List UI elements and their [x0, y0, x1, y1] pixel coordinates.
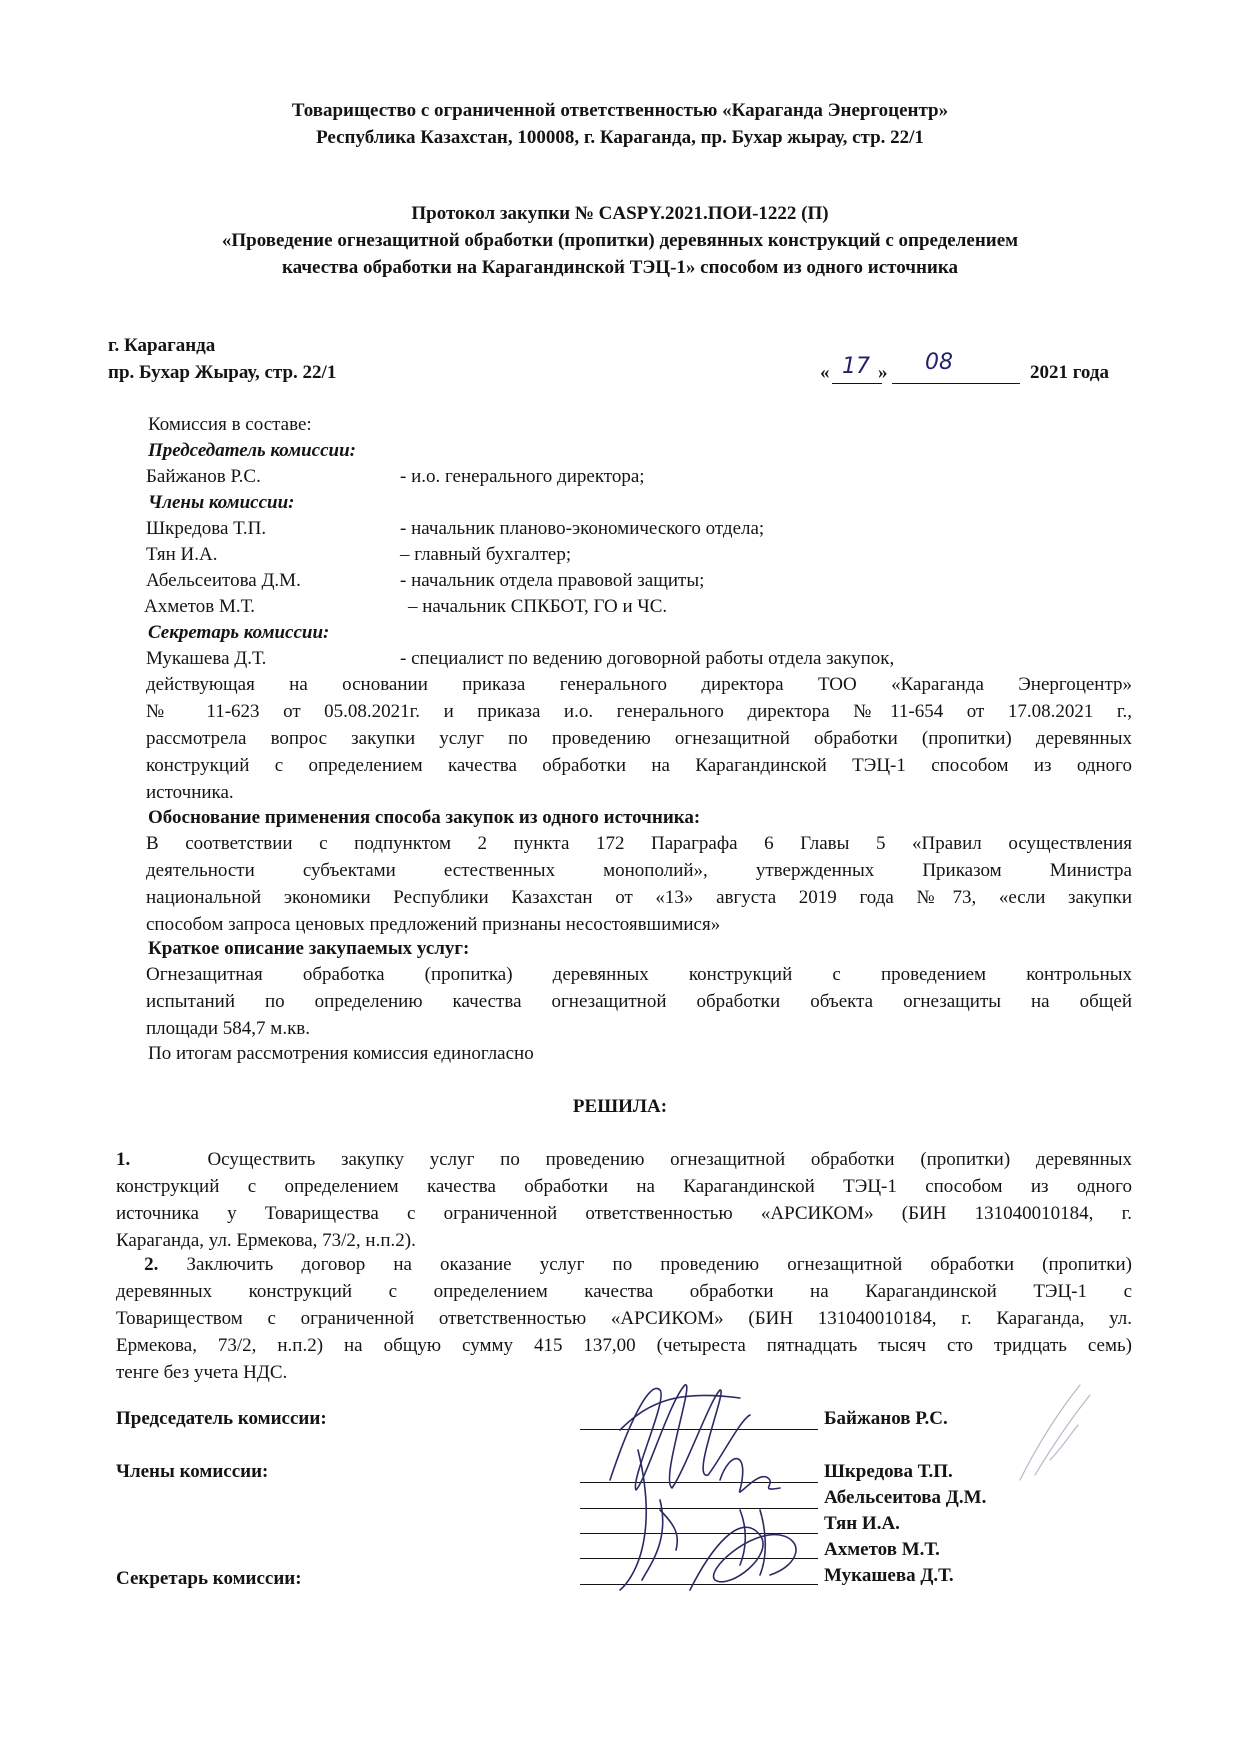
signatory-name: Мукашева Д.Т.: [824, 1565, 954, 1586]
title-line-3: качества обработки на Карагандинской ТЭЦ-1» способом из одного источника: [281, 257, 959, 278]
paragraph-line: действующая на основании приказа генерального директора ТОО «Караганда Энергоцентр»: [146, 674, 1132, 695]
paragraph-line: площади 584,7 м.кв.: [146, 1018, 311, 1039]
member-role: – главный бухгалтер;: [400, 544, 572, 565]
place-block: [108, 332, 336, 386]
paragraph-line: деятельности субъектами естественных монополий», утвержденных Приказом Министра: [146, 860, 1132, 881]
org-name-line: Товарищество с ограниченной ответственностью «Караганда Энергоцентр»: [291, 100, 949, 121]
date-year: 2021 года: [1030, 362, 1109, 383]
paragraph-line: Огнезащитная обработка (пропитка) деревянных конструкций с проведением контрольных: [146, 964, 1132, 985]
member-name: Шкредова Т.П.: [146, 518, 267, 539]
chair-name: Байжанов Р.С.: [146, 466, 261, 487]
chair-heading: Председатель комиссии:: [148, 440, 356, 461]
secretary-heading: Секретарь комиссии:: [148, 622, 330, 643]
paragraph-line: деревянных конструкций с определением качества обработки на Карагандинской ТЭЦ-1 с: [116, 1281, 1132, 1302]
member-role: - начальник планово-экономического отдела;: [400, 518, 765, 539]
paragraph-line: рассмотрела вопрос закупки услуг по проведению огнезащитной обработки (пропитки) деревянных: [146, 728, 1132, 749]
chair-signature-label: Председатель комиссии:: [116, 1408, 327, 1429]
org-address-line: Республика Казахстан, 100008, г. Караганда, пр. Бухар жырау, стр. 22/1: [316, 127, 924, 148]
signatory-name: Шкредова Т.П.: [824, 1461, 953, 1482]
signature-line: [580, 1584, 818, 1585]
paragraph-line: Товариществом с ограниченной ответственностью «АРСИКОМ» (БИН 131040010184, г. Караганда, ул.: [116, 1308, 1132, 1329]
paragraph-line: источника.: [146, 782, 234, 803]
basis-paragraph: [146, 671, 1132, 806]
paragraph-line: конструкций с определением качества обработки на Карагандинской ТЭЦ-1 способом из одного: [116, 1176, 1132, 1197]
paragraph-line: конструкций с определением качества обработки на Карагандинской ТЭЦ-1 способом из одного: [146, 755, 1132, 776]
secretary-role: - специалист по ведению договорной работы отдела закупок,: [400, 648, 895, 669]
place-street: пр. Бухар Жырау, стр. 22/1: [108, 362, 337, 383]
paragraph-line: тенге без учета НДС.: [116, 1362, 288, 1383]
date-open-quote: «: [820, 362, 830, 383]
date-close-quote: »: [878, 362, 888, 383]
paragraph-line: Ермекова, 73/2, н.п.2) на общую сумму 415 137,00 (четыреста пятнадцать тысяч сто тридцать семь): [116, 1335, 1132, 1356]
decision-item-1: [116, 1146, 1132, 1254]
member-role: – начальник СПКБОТ, ГО и ЧС.: [408, 596, 668, 617]
signature-line: [580, 1482, 818, 1483]
paragraph-line: № 11-623 от 05.08.2021г. и приказа и.о. генерального директора №11-654 от 17.08.2021 г.,: [146, 701, 1132, 722]
decision-item-2: [116, 1251, 1132, 1386]
signatory-name: Ахметов М.Т.: [824, 1539, 940, 1560]
date-month-handwritten: 08: [925, 350, 953, 375]
description-paragraph: [146, 961, 1132, 1042]
title-line-2: «Проведение огнезащитной обработки (пропитки) деревянных конструкций с определением: [221, 230, 1019, 251]
date-day-handwritten: 17: [842, 354, 870, 379]
member-name: Абельсеитова Д.М.: [146, 570, 301, 591]
handwritten-signatures: [590, 1360, 830, 1610]
member-role: - начальник отдела правовой защиты;: [400, 570, 705, 591]
signatory-name: Тян И.А.: [824, 1513, 900, 1534]
faint-signature-mark: [1010, 1380, 1100, 1490]
member-name: Ахметов М.Т.: [144, 596, 256, 617]
justification-paragraph: [146, 830, 1132, 938]
justification-heading: Обоснование применения способа закупок из одного источника:: [148, 807, 701, 828]
title-line-1: Протокол закупки № CASPY.2021.ПОИ-1222 (П): [411, 203, 829, 224]
secretary-name: Мукашева Д.Т.: [146, 648, 267, 669]
signature-line: [580, 1558, 818, 1559]
signature-line: [580, 1533, 818, 1534]
protocol-date: [820, 350, 1120, 389]
date-month-underline: [892, 383, 1020, 384]
protocol-title: [0, 200, 1240, 281]
secretary-signature-label: Секретарь комиссии:: [116, 1568, 302, 1589]
decision-item-number: 2.: [144, 1254, 159, 1275]
signatory-name: Абельсеитова Д.М.: [824, 1487, 987, 1508]
date-day-underline: [832, 383, 882, 384]
signature-line: [580, 1429, 818, 1430]
paragraph-line: источника у Товарищества с ограниченной ответственностью «АРСИКОМ» (БИН 131040010184, г.: [116, 1203, 1132, 1224]
commission-intro: Комиссия в составе:: [148, 414, 312, 435]
decision-item-number: 1.: [116, 1149, 131, 1170]
members-signature-label: Члены комиссии:: [116, 1461, 269, 1482]
organization-header: [0, 97, 1240, 151]
paragraph-line: способом запроса ценовых предложений признаны несостоявшимися»: [146, 914, 721, 935]
place-city: г. Караганда: [108, 335, 216, 356]
paragraph-line: В соответствии с подпунктом 2 пункта 172 Параграфа 6 Главы 5 «Правил осуществления: [146, 833, 1132, 854]
chair-role: - и.о. генерального директора;: [400, 466, 645, 487]
member-name: Тян И.А.: [146, 544, 218, 565]
paragraph-line: испытаний по определению качества огнезащитной обработки объекта огнезащиты на общей: [146, 991, 1132, 1012]
signature-line: [580, 1508, 818, 1509]
signatory-name: Байжанов Р.С.: [824, 1408, 948, 1429]
paragraph-line: Караганда, ул. Ермекова, 73/2, н.п.2).: [116, 1230, 416, 1251]
decision-heading: РЕШИЛА:: [572, 1096, 668, 1117]
description-heading: Краткое описание закупаемых услуг:: [148, 938, 470, 959]
paragraph-line: Осуществить закупку услуг по проведению огнезащитной обработки (пропитки) деревянных: [207, 1149, 1133, 1170]
paragraph-line: национальной экономики Республики Казахстан от «13» августа 2019 года №73, «если закупки: [146, 887, 1132, 908]
members-heading: Члены комиссии:: [148, 492, 295, 513]
conclusion-line: По итогам рассмотрения комиссия единогласно: [148, 1043, 534, 1064]
paragraph-line: Заключить договор на оказание услуг по проведению огнезащитной обработки (пропитки): [186, 1254, 1133, 1275]
